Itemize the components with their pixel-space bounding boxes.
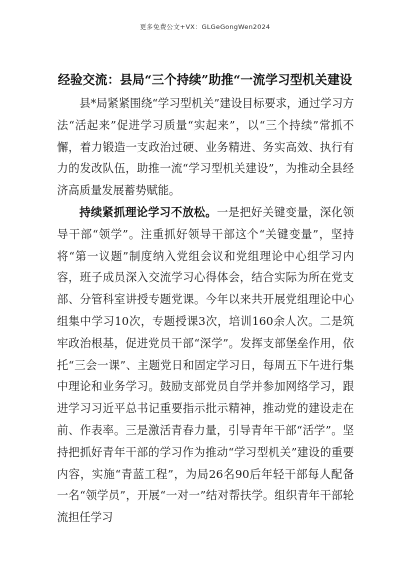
paragraph-lead-heading: 持续紧抓理论学习不放松。 — [79, 204, 217, 219]
paragraph-theory-study — [57, 202, 354, 529]
header-note: 更多免费公文+VX：GLGeGongWen2024 — [139, 23, 271, 31]
document-title: 经验交流：县局“三个持续”助推“一流学习型机关建设 — [57, 72, 353, 87]
paragraph-intro-text: 县*局紧紧围绕“学习型机关”建设目标要求，通过学习方法“活起来”促进学习质量“实起来”，以“三个持续”常抓不懈，着力锻造一支政治过硬、业务精进、务实高效、执行有力的发改队伍，助推一流“学习型机关建设”，为推动全县经济高质量发展蓄势赋能。 — [57, 97, 354, 198]
document-body — [57, 93, 354, 529]
paragraph-theory-study-text: 一是把好关键变量，深化领导干部“领学”。注重抓好领导干部这个“关键变量”，坚持将“第一议题”制度纳入党组会议和党组理论中心组学习内容，班子成员深入交流学习心得体会，结合实际为所在党支部、分管科室讲授专题党课。今年以来共开展党组理论中心组集中学习10次，专题授课3次，培训160余人次。二是筑牢政治根基，促进党员干部“深学”。发挥支部堡垒作用，依托“三会一课”、主题党日和固定学习日，每周五下午进行集中理论和业务学习。鼓励支部党员自学并参加网络学习，跟进学习习近平总书记重要指示批示精神，推动党的建设走在前、作表率。三是激活青春力量，引导青年干部“活学”。坚持把抓好青年干部的学习作为推动“学习型机关”建设的重要内容，实施“青蓝工程”，为局26名90后年轻干部每人配备一名“领学员”，开展“一对一”结对帮扶学。组织青年干部轮流担任学习 — [57, 205, 354, 525]
paragraph-intro — [57, 93, 354, 202]
